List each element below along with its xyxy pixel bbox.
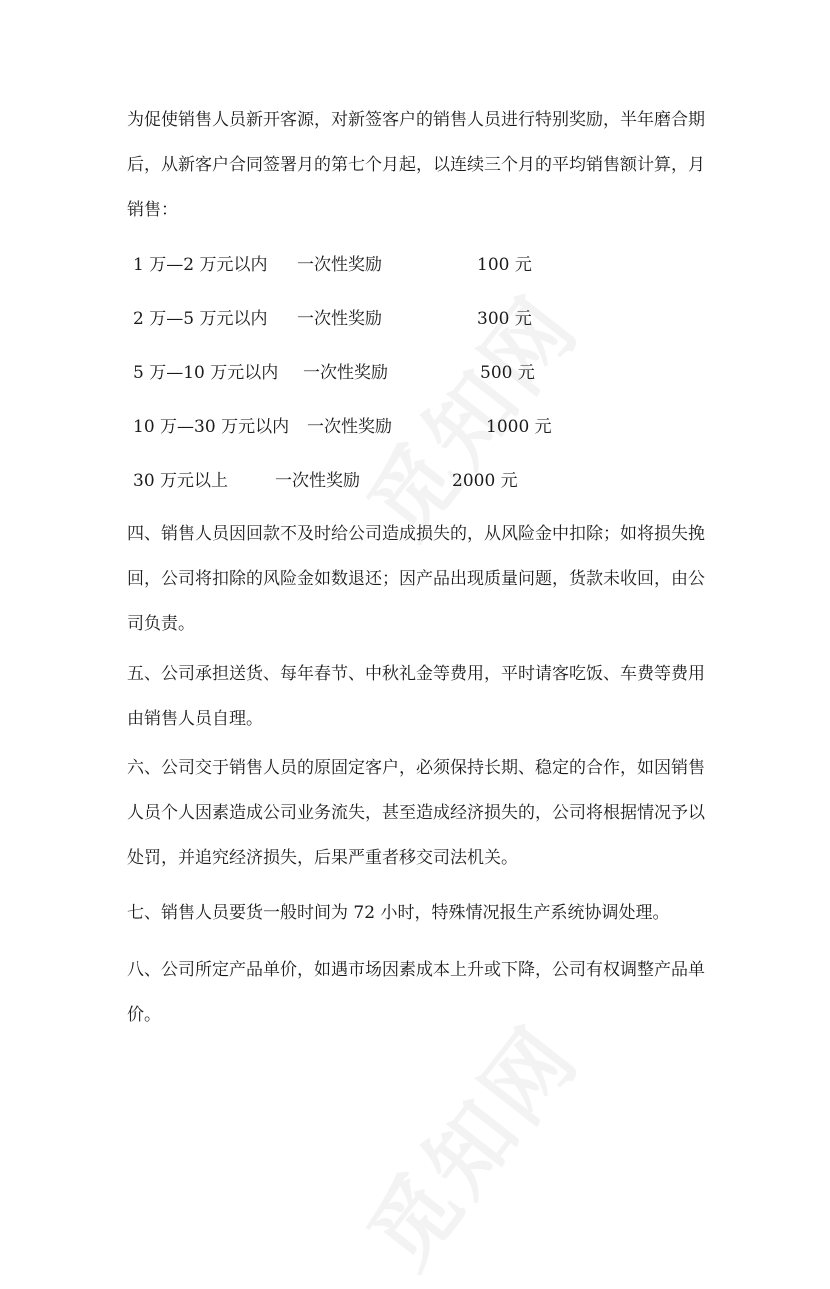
tier-range: 10 万—30 万元以内 (133, 417, 290, 437)
tier-amount: 300 元 (477, 309, 532, 329)
clause-five: 五、公司承担送货、每年春节、中秋礼金等费用，平时请客吃饭、车费等费用由销售人员自理。 (127, 664, 705, 729)
tier-range: 30 万元以上 (133, 471, 229, 491)
tier-type: 一次性奖励 (297, 255, 382, 275)
tier-range: 1 万—2 万元以内 (133, 255, 268, 275)
clause-seven: 七、销售人员要货一般时间为 72 小时，特殊情况报生产系统协调处理。 (127, 903, 670, 923)
tier-type: 一次性奖励 (275, 471, 360, 491)
tier-range: 2 万—5 万元以内 (133, 309, 268, 329)
tier-amount: 2000 元 (452, 471, 518, 491)
tier-amount: 500 元 (480, 363, 535, 383)
tier-amount: 1000 元 (486, 417, 552, 437)
tier-type: 一次性奖励 (303, 363, 388, 383)
tier-type: 一次性奖励 (307, 417, 392, 437)
clause-six: 六、公司交于销售人员的原固定客户，必须保持长期、稳定的合作，如因销售人员个人因素造成公司业务流失，甚至造成经济损失的，公司将根据情况予以处罚，并追究经济损失，后果严重者移交司法机关。 (127, 758, 705, 868)
tier-type: 一次性奖励 (297, 309, 382, 329)
tier-range: 5 万—10 万元以内 (133, 363, 279, 383)
clause-eight: 八、公司所定产品单价，如遇市场因素成本上升或下降，公司有权调整产品单价。 (127, 960, 705, 1025)
intro-paragraph: 为促使销售人员新开客源，对新签客户的销售人员进行特别奖励，半年磨合期后，从新客户合同签署月的第七个月起，以连续三个月的平均销售额计算，月销售： (127, 110, 705, 220)
tier-amount: 100 元 (477, 255, 532, 275)
watermark-bottom (334, 995, 602, 1289)
clause-four: 四、销售人员因回款不及时给公司造成损失的，从风险金中扣除；如将损失挽回，公司将扣除的风险金如数退还；因产品出现质量问题，货款未收回，由公司负责。 (127, 524, 705, 634)
